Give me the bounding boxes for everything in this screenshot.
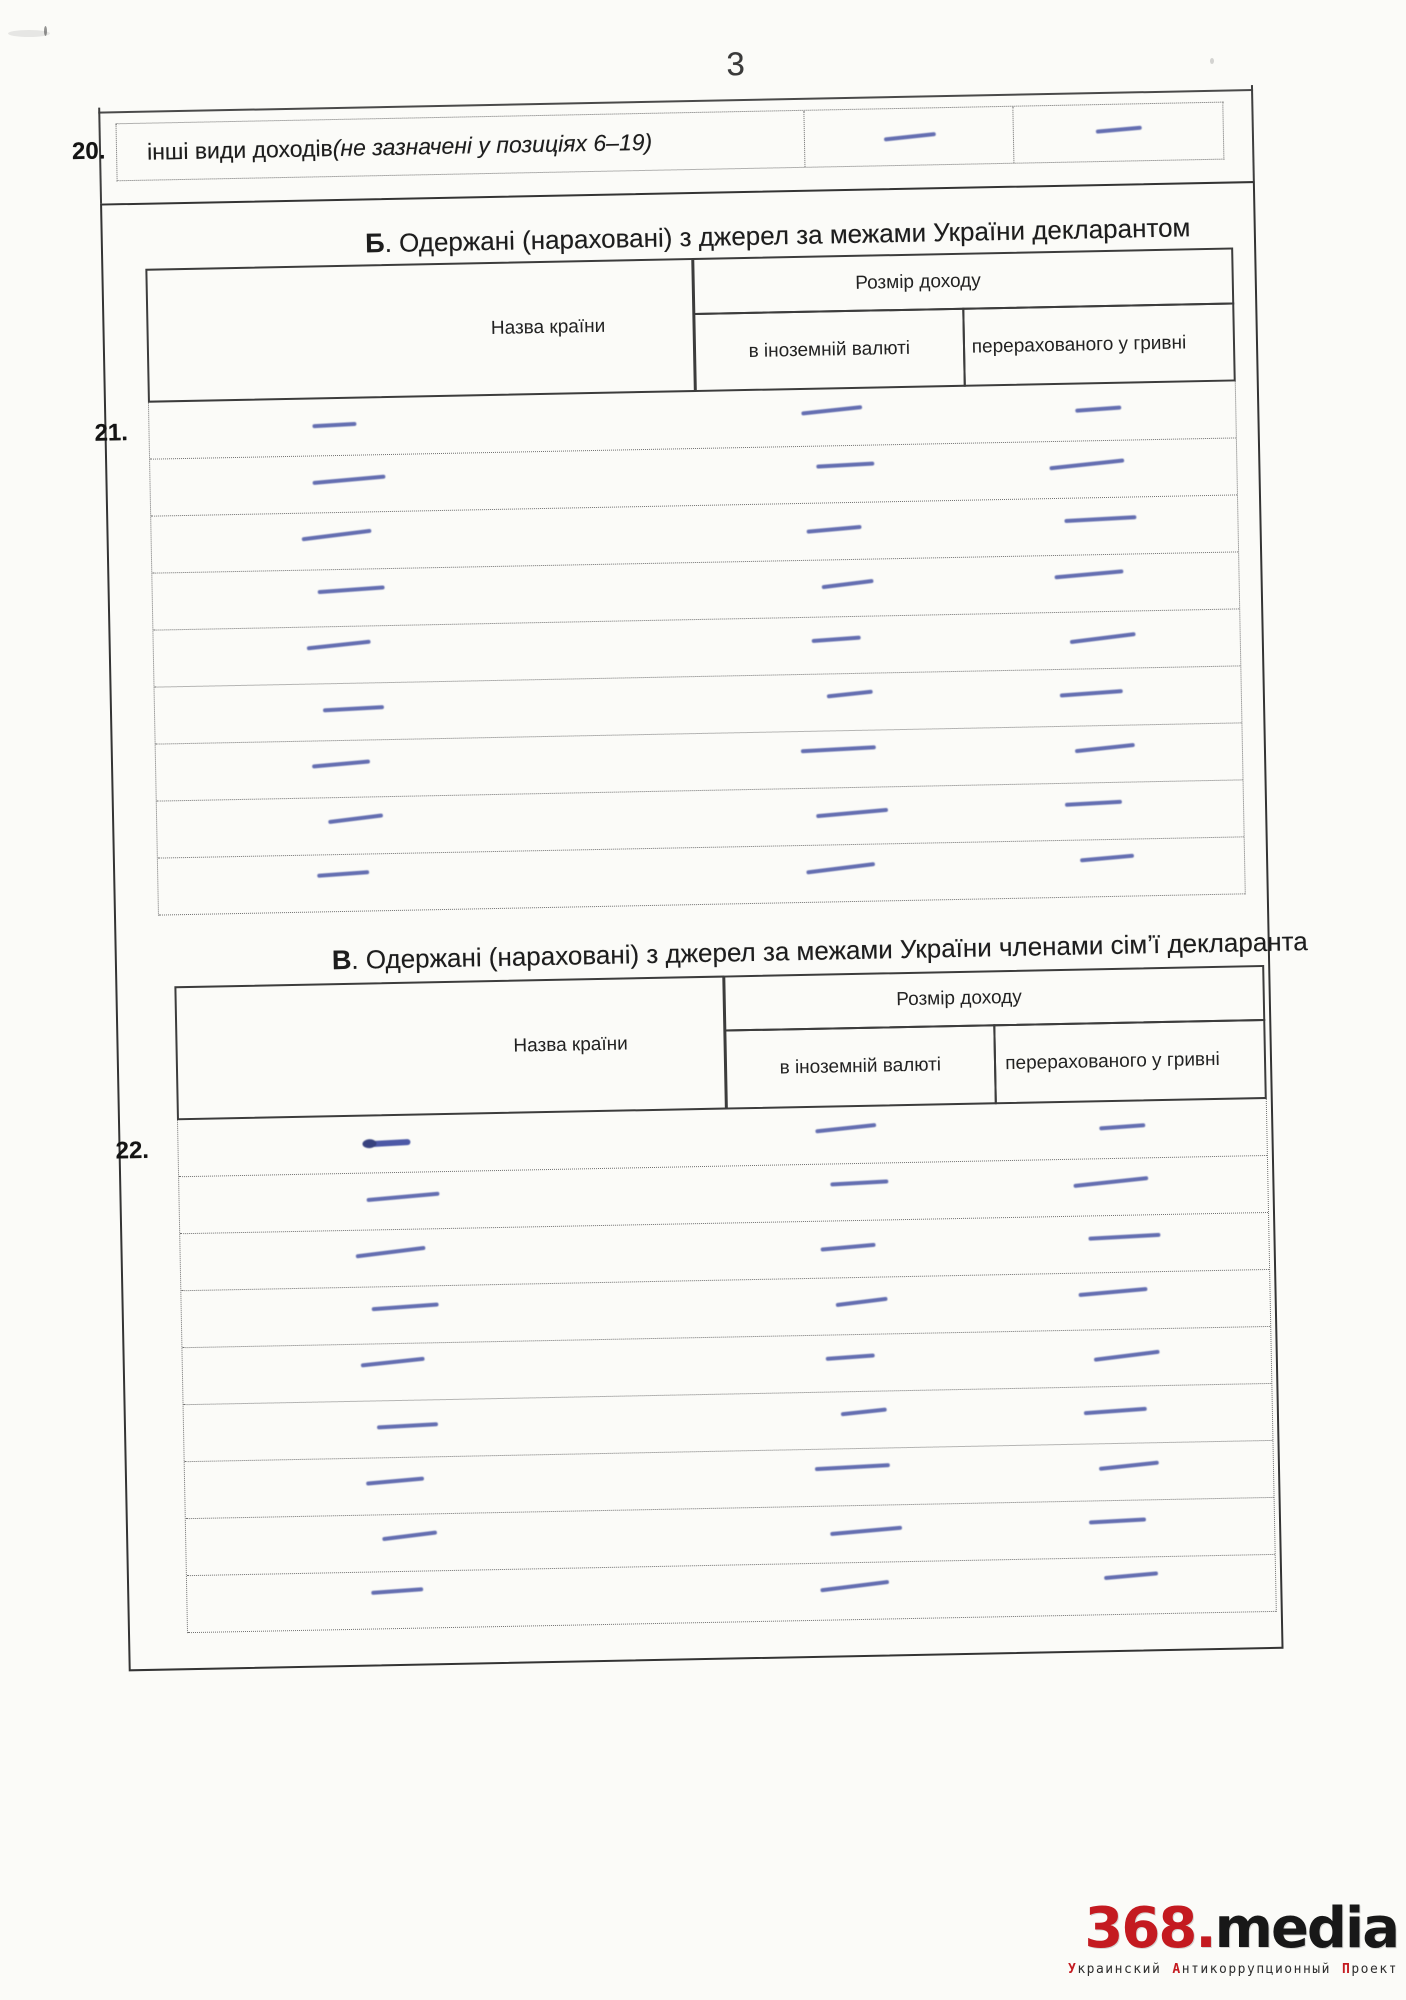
foreign-cell [727,1104,998,1165]
uah-cell [1004,1498,1275,1559]
country-cell [179,1167,729,1234]
country-cell [187,1565,737,1632]
row-20 [115,102,1224,182]
row-22-number: 22. [115,1136,150,1165]
header-label: в іноземній валюті [779,1054,942,1079]
section-v-table-body [177,1099,1277,1633]
country-cell [151,506,699,573]
country-cell [149,392,697,459]
country-cell [157,791,705,858]
country-cell [180,1224,730,1291]
row-20-label-text: інші види доходів [146,134,333,165]
section-b-table-body [148,381,1246,915]
country-cell [182,1337,732,1404]
country-cell [178,1110,728,1177]
uah-cell [1002,1384,1273,1445]
header-label: перерахованого у гривні [971,331,1187,358]
section-b-letter: Б [364,228,385,259]
foreign-cell [729,1218,1000,1279]
country-cell [181,1280,731,1347]
header-label: Розмір доходу [855,269,981,294]
foreign-cell [700,615,971,676]
foreign-cell [732,1389,1003,1450]
uah-cell [965,381,1236,442]
foreign-cell [730,1275,1001,1336]
uah-cell [966,438,1237,499]
row-20-foreign-value-cell [803,107,1014,167]
uah-cell [997,1156,1268,1217]
foreign-cell [735,1503,1006,1564]
header-label: Розмір доходу [896,986,1022,1011]
country-cell [158,848,706,915]
uah-cell [969,552,1240,613]
uah-cell [1001,1327,1272,1388]
watermark-subtitle-word: Украинский [1068,1961,1162,1977]
country-cell [186,1508,736,1575]
foreign-cell [703,729,974,790]
country-cell [152,563,700,630]
pen-dash-mark [884,132,936,142]
watermark-logo [1068,1898,1398,1960]
section-v-uah-header [993,1019,1267,1104]
uah-cell [968,495,1239,556]
watermark-number: 368 [1084,1896,1196,1961]
row-20-uah-value-cell [1013,103,1224,163]
section-v-title-text: . Одержані (нараховані) з джерел за межами України членами сім’ї декларанта [351,926,1308,975]
section-v-letter: В [331,944,352,976]
uah-cell [1000,1270,1271,1331]
section-b-foreign-header [693,308,966,392]
foreign-cell [705,843,976,904]
foreign-cell [699,558,970,619]
row-20-label-note: (не зазначені у позиціях 6–19) [332,128,653,161]
header-label: перерахованого у гривні [1005,1048,1220,1075]
country-cell [150,449,698,516]
uah-cell [972,723,1243,784]
header-label: в іноземній валюті [748,337,911,362]
country-cell [155,677,703,744]
uah-cell [999,1213,1270,1274]
country-cell [184,1394,734,1461]
section-v-foreign-header [724,1024,997,1109]
uah-cell [1003,1441,1274,1502]
header-label: Назва країни [490,315,606,339]
foreign-cell [697,444,968,505]
watermark-subtitle [1068,1962,1398,1977]
row-20-label [117,111,805,180]
header-label: Назва країни [513,1033,628,1057]
watermark-name: media [1214,1896,1398,1961]
right-border-stub [1251,85,1255,181]
country-cell [153,620,701,687]
country-cell [156,734,704,801]
section-b-title-text: . Одержані (нараховані) з джерел за межами України декларантом [384,212,1191,259]
uah-cell [971,666,1242,727]
foreign-cell [734,1446,1005,1507]
country-cell [185,1451,735,1518]
uah-cell [996,1099,1267,1160]
watermark [1068,1898,1398,1977]
foreign-cell [728,1161,999,1222]
foreign-cell [704,786,975,847]
section-b-country-header [145,258,696,403]
foreign-cell [731,1332,1002,1393]
row-20-number: 20. [71,137,106,166]
watermark-subtitle-word: Антикоррупционный [1172,1961,1331,1977]
uah-cell [970,609,1241,670]
section-b-uah-header [962,302,1235,386]
watermark-subtitle-word: Проект [1342,1961,1398,1977]
row-21-number: 21. [94,419,129,447]
uah-cell [974,837,1245,898]
uah-cell [1005,1555,1276,1616]
foreign-cell [701,672,972,733]
foreign-cell [696,387,967,448]
page-number: 3 [726,44,746,83]
foreign-cell [736,1560,1007,1621]
pen-dash-mark [1096,126,1142,134]
section-v-country-header [174,976,727,1121]
watermark-dot: . [1195,1896,1215,1961]
uah-cell [973,780,1244,841]
